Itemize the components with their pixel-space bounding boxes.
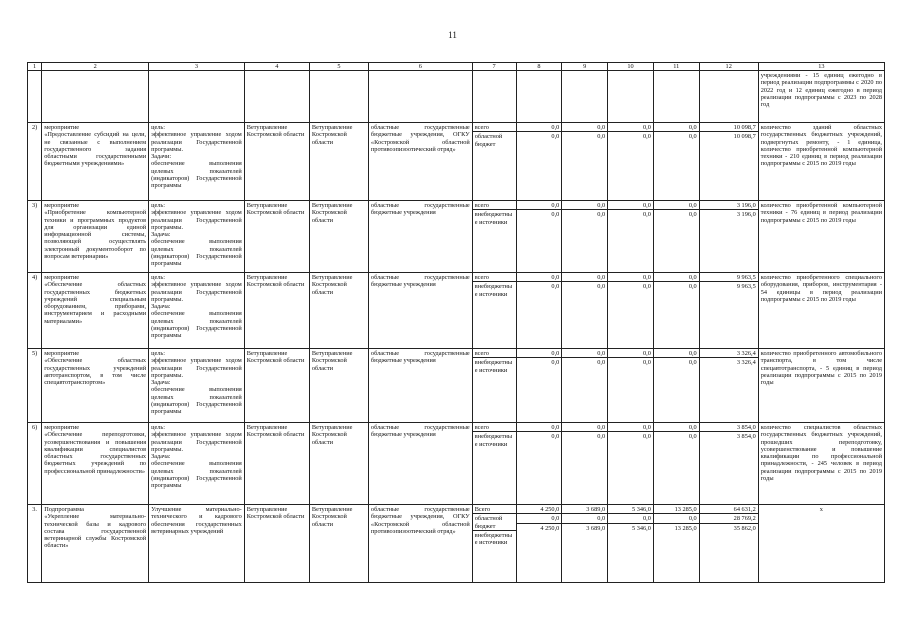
table-row	[28, 349, 885, 423]
amount-cell	[608, 349, 654, 423]
goal-cell: цель: эффективное управление ходом реализации Государственной программы. Задача: обеспечение выполнения целевых показателей (индикаторов) Государственной программы	[149, 201, 245, 273]
column-number-row	[28, 63, 885, 71]
amount-value: 0,0	[562, 123, 607, 132]
column-number: 11	[653, 63, 699, 71]
responsible-cell: Ветуправление Костромской области	[244, 349, 309, 423]
participants-cell: областные государственные бюджетные учреждения	[368, 349, 472, 423]
row-number-cell: 3.	[28, 505, 42, 583]
amount-value: 0,0	[688, 359, 697, 367]
event-name-cell: мероприятие «Приобретение компьютерной техники и программных продуктов для организации единой информационной системы, позволяющей осуществлять электронный документооборот по вопросам ветеринарии»	[42, 201, 149, 273]
amount-cell	[653, 423, 699, 505]
goal-cell: Улучшение материально-технического и кадрового обеспечения государственных ветеринарных учреждений	[149, 505, 245, 583]
page-number: 11	[448, 30, 457, 40]
result-cell: количество приобретенного автомобильного транспорта, в том числе спецавтотранспорта, - 5 единиц в период реализации подпрограммы с 2015 по 2019 годы	[758, 349, 884, 423]
participants-cell: областные государственные бюджетные учреждения	[368, 423, 472, 505]
column-number: 8	[516, 63, 562, 71]
goal-cell: цель: эффективное управление ходом реализации Государственной программы. Задача: обеспечение выполнения целевых показателей (индикаторов) Государственной программы	[149, 273, 245, 349]
column-number: 12	[699, 63, 758, 71]
amount-value: 5 346,0	[608, 505, 653, 514]
co-executor-cell: Ветуправление Костромской области	[309, 273, 368, 349]
result-cell: x	[758, 505, 884, 583]
amount-cell	[562, 423, 608, 505]
funding-source: внебюджетные источники	[474, 283, 513, 298]
amount-cell	[516, 423, 562, 505]
funding-source-cell	[472, 505, 516, 583]
amount-value: 9 963,5	[700, 273, 758, 282]
amount-value: 0,0	[608, 201, 653, 210]
table-row	[28, 505, 885, 583]
funding-source: всего	[473, 123, 516, 132]
amount-value: 13 285,0	[654, 505, 699, 514]
column-number: 6	[368, 63, 472, 71]
amount-value: 0,0	[688, 211, 697, 219]
responsible-cell: Ветуправление Костромской области	[244, 123, 309, 201]
amount-value: 0,0	[597, 359, 606, 367]
table-row	[28, 123, 885, 201]
result-cell: учреждениями - 15 единиц ежегодно в период реализации подпрограммы с 2020 по 2022 год и 12 единиц ежегодно в период реализации подпрограммы с 2023 по 2028 год	[758, 71, 884, 123]
row-number-cell: 2)	[28, 123, 42, 201]
amount-value: 0,0	[597, 433, 606, 441]
amount-value: 35 862,0	[733, 524, 756, 532]
amount-value: 0,0	[654, 273, 699, 282]
event-name-cell: мероприятие «Обеспечение областных государственных учреждений автотранспортом, в том числе спецавтотранспортом»	[42, 349, 149, 423]
amount-value: 0,0	[654, 201, 699, 210]
amount-cell	[562, 201, 608, 273]
table-row	[28, 273, 885, 349]
column-number: 9	[562, 63, 608, 71]
amount-cell	[653, 505, 699, 583]
amount-value: 0,0	[608, 514, 653, 523]
amount-value: 3 326,4	[700, 349, 758, 358]
result-cell: количество приобретенной компьютерной техники - 76 единиц в период реализации подпрограммы с 2015 по 2019 годы	[758, 201, 884, 273]
amount-value: 0,0	[562, 201, 607, 210]
amount-cell	[608, 123, 654, 201]
funding-source: всего	[473, 201, 516, 210]
result-cell: количество зданий областных государственных бюджетных учреждений, подвергнутых ремонту, - 1 единица, количество приобретенной компьютерной техники - 210 единиц в период реализации подпрограммы с 2015 по 2019 годы	[758, 123, 884, 201]
responsible-cell: Ветуправление Костромской области	[244, 505, 309, 583]
amount-value: 3 854,0	[700, 423, 758, 432]
column-number: 5	[309, 63, 368, 71]
amount-value: 0,0	[608, 423, 653, 432]
amount-value: 0,0	[551, 133, 560, 141]
amount-value: 0,0	[517, 349, 562, 358]
amount-value: 0,0	[688, 133, 697, 141]
column-number: 10	[608, 63, 654, 71]
amount-value: 0,0	[551, 283, 560, 291]
funding-source: внебюджетные источники	[474, 359, 513, 374]
amount-cell	[653, 123, 699, 201]
funding-source-cell	[472, 273, 516, 349]
table-row	[28, 201, 885, 273]
co-executor-cell: Ветуправление Костромской области	[309, 423, 368, 505]
amount-value: 0,0	[517, 201, 562, 210]
funding-source: всего	[473, 273, 516, 282]
responsible-cell: Ветуправление Костромской области	[244, 423, 309, 505]
amount-cell	[562, 273, 608, 349]
co-executor-cell: Ветуправление Костромской области	[309, 349, 368, 423]
funding-source: внебюджетные источники	[474, 531, 513, 547]
amount-cell	[608, 505, 654, 583]
funding-source-cell	[472, 123, 516, 201]
amount-value: 0,0	[517, 123, 562, 132]
goal-cell: цель: эффективное управление ходом реализации Государственной программы. Задача: обеспечение выполнения целевых показателей (индикаторов) Государственной программы	[149, 423, 245, 505]
result-cell: количество приобретенного специального оборудования, приборов, инструментария - 54 единицы в период реализации подпрограммы с 2015 по 2019 годы	[758, 273, 884, 349]
event-name-cell: мероприятие «Обеспечение переподготовки, усовершенствования и повышения квалификации специалистов областных государственных бюджетных учреждений по профессиональной принадлежности»	[42, 423, 149, 505]
amount-value: 3 689,0	[586, 524, 606, 532]
participants-cell: областные государственные бюджетные учреждения	[368, 201, 472, 273]
amount-cell	[516, 201, 562, 273]
amount-cell	[699, 423, 758, 505]
funding-source-cell	[472, 201, 516, 273]
amount-cell	[516, 349, 562, 423]
amount-cell	[653, 349, 699, 423]
co-executor-cell: Ветуправление Костромской области	[309, 505, 368, 583]
amount-value: 0,0	[597, 211, 606, 219]
program-table	[27, 62, 885, 583]
amount-value: 0,0	[517, 423, 562, 432]
column-number: 4	[244, 63, 309, 71]
funding-source-cell	[472, 423, 516, 505]
amount-value: 3 196,0	[700, 201, 758, 210]
table-row	[28, 423, 885, 505]
amount-value: 3 326,4	[736, 359, 756, 367]
funding-source: внебюджетные источники	[474, 211, 513, 226]
funding-source: областной бюджет	[474, 133, 503, 148]
co-executor-cell: Ветуправление Костромской области	[309, 201, 368, 273]
amount-value: 5 346,0	[632, 524, 651, 532]
amount-value: 0,0	[562, 273, 607, 282]
co-executor-cell: Ветуправление Костромской области	[309, 123, 368, 201]
amount-cell	[516, 123, 562, 201]
amount-value: 0,0	[643, 359, 651, 367]
amount-value: 0,0	[597, 283, 606, 291]
amount-value: 0,0	[643, 433, 651, 441]
amount-cell	[516, 505, 562, 583]
row-number-cell: 3)	[28, 201, 42, 273]
column-number: 7	[472, 63, 516, 71]
funding-source-cell	[472, 349, 516, 423]
amount-cell	[653, 273, 699, 349]
amount-cell	[562, 505, 608, 583]
amount-value: 0,0	[562, 514, 607, 523]
amount-value: 0,0	[654, 349, 699, 358]
participants-cell: областные государственные бюджетные учреждения	[368, 273, 472, 349]
amount-cell	[608, 423, 654, 505]
amount-value: 4 250,0	[540, 524, 560, 532]
amount-value: 3 196,0	[736, 211, 756, 219]
funding-source: всего	[473, 349, 516, 358]
responsible-cell: Ветуправление Костромской области	[244, 201, 309, 273]
amount-value: 0,0	[643, 133, 651, 141]
amount-value: 0,0	[654, 123, 699, 132]
amount-value: 0,0	[517, 514, 562, 523]
amount-value: 0,0	[562, 349, 607, 358]
amount-value: 0,0	[608, 273, 653, 282]
amount-value: 9 963,5	[736, 283, 756, 291]
amount-value: 10 098,7	[733, 133, 756, 141]
amount-value: 0,0	[608, 349, 653, 358]
column-number: 2	[42, 63, 149, 71]
event-name-cell: Подпрограмма «Укрепление материально-технической базы и кадрового состава государственной ветеринарной службы Костромской области»	[42, 505, 149, 583]
amount-value: 10 098,7	[700, 123, 758, 132]
amount-cell	[608, 201, 654, 273]
continuation-row	[28, 71, 885, 123]
amount-value: 0,0	[562, 423, 607, 432]
row-number-cell: 4)	[28, 273, 42, 349]
amount-cell	[516, 273, 562, 349]
amount-value: 4 250,0	[517, 505, 562, 514]
amount-value: 0,0	[688, 283, 697, 291]
result-cell: количество специалистов областных государственных бюджетных учреждений, прошедших переподготовку, усовершенствование и повышение квалификации по профессиональной принадлежности, - 245 человек в период реализации подпрограммы с 2015 по 2019 годы	[758, 423, 884, 505]
funding-source: областной бюджет	[473, 514, 516, 531]
event-name-cell: мероприятие «Предоставление субсидий на цели, не связанные с выполнением государственного задания областными государственными бюджетными учреждениями»	[42, 123, 149, 201]
amount-value: 0,0	[551, 211, 560, 219]
amount-value: 13 285,0	[674, 524, 697, 532]
amount-cell	[653, 201, 699, 273]
amount-value: 0,0	[551, 433, 560, 441]
amount-value: 3 854,0	[736, 433, 756, 441]
amount-value: 0,0	[643, 211, 651, 219]
amount-value: 64 631,2	[700, 505, 758, 514]
amount-cell	[699, 273, 758, 349]
amount-value: 0,0	[597, 133, 606, 141]
funding-source: Всего	[473, 505, 516, 514]
participants-cell: областные государственные бюджетные учреждения, ОГКУ «Костромской областной противоэпизоотический отряд»	[368, 123, 472, 201]
funding-source: внебюджетные источники	[474, 433, 513, 448]
amount-cell	[562, 349, 608, 423]
responsible-cell: Ветуправление Костромской области	[244, 273, 309, 349]
amount-value: 0,0	[643, 283, 651, 291]
amount-value: 0,0	[654, 423, 699, 432]
amount-cell	[699, 123, 758, 201]
amount-cell	[699, 505, 758, 583]
funding-source: всего	[473, 423, 516, 432]
goal-cell: цель: эффективное управление ходом реализации Государственной программы. Задачи: обеспечение выполнения целевых показателей (индикаторов) Государственной программы	[149, 123, 245, 201]
amount-value: 0,0	[608, 123, 653, 132]
amount-cell	[699, 201, 758, 273]
column-number: 3	[149, 63, 245, 71]
row-number-cell: 6)	[28, 423, 42, 505]
participants-cell: областные государственные бюджетные учреждения, ОГКУ «Костромской областной противоэпизоотический отряд»	[368, 505, 472, 583]
amount-value: 3 689,0	[562, 505, 607, 514]
amount-value: 0,0	[688, 433, 697, 441]
amount-value: 0,0	[517, 273, 562, 282]
column-number: 1	[28, 63, 42, 71]
amount-value: 28 769,2	[700, 514, 758, 523]
amount-value: 0,0	[551, 359, 560, 367]
amount-cell	[608, 273, 654, 349]
event-name-cell: мероприятие «Обеспечение областных государственных бюджетных учреждений специальным оборудованием, приборами, инструментарием и расходными материалами»	[42, 273, 149, 349]
goal-cell: цель: эффективное управление ходом реализации Государственной программы. Задача: обеспечение выполнения целевых показателей (индикаторов) Государственной программы	[149, 349, 245, 423]
column-number: 13	[758, 63, 884, 71]
row-number-cell: 5)	[28, 349, 42, 423]
amount-cell	[562, 123, 608, 201]
amount-value: 0,0	[654, 514, 699, 523]
amount-cell	[699, 349, 758, 423]
